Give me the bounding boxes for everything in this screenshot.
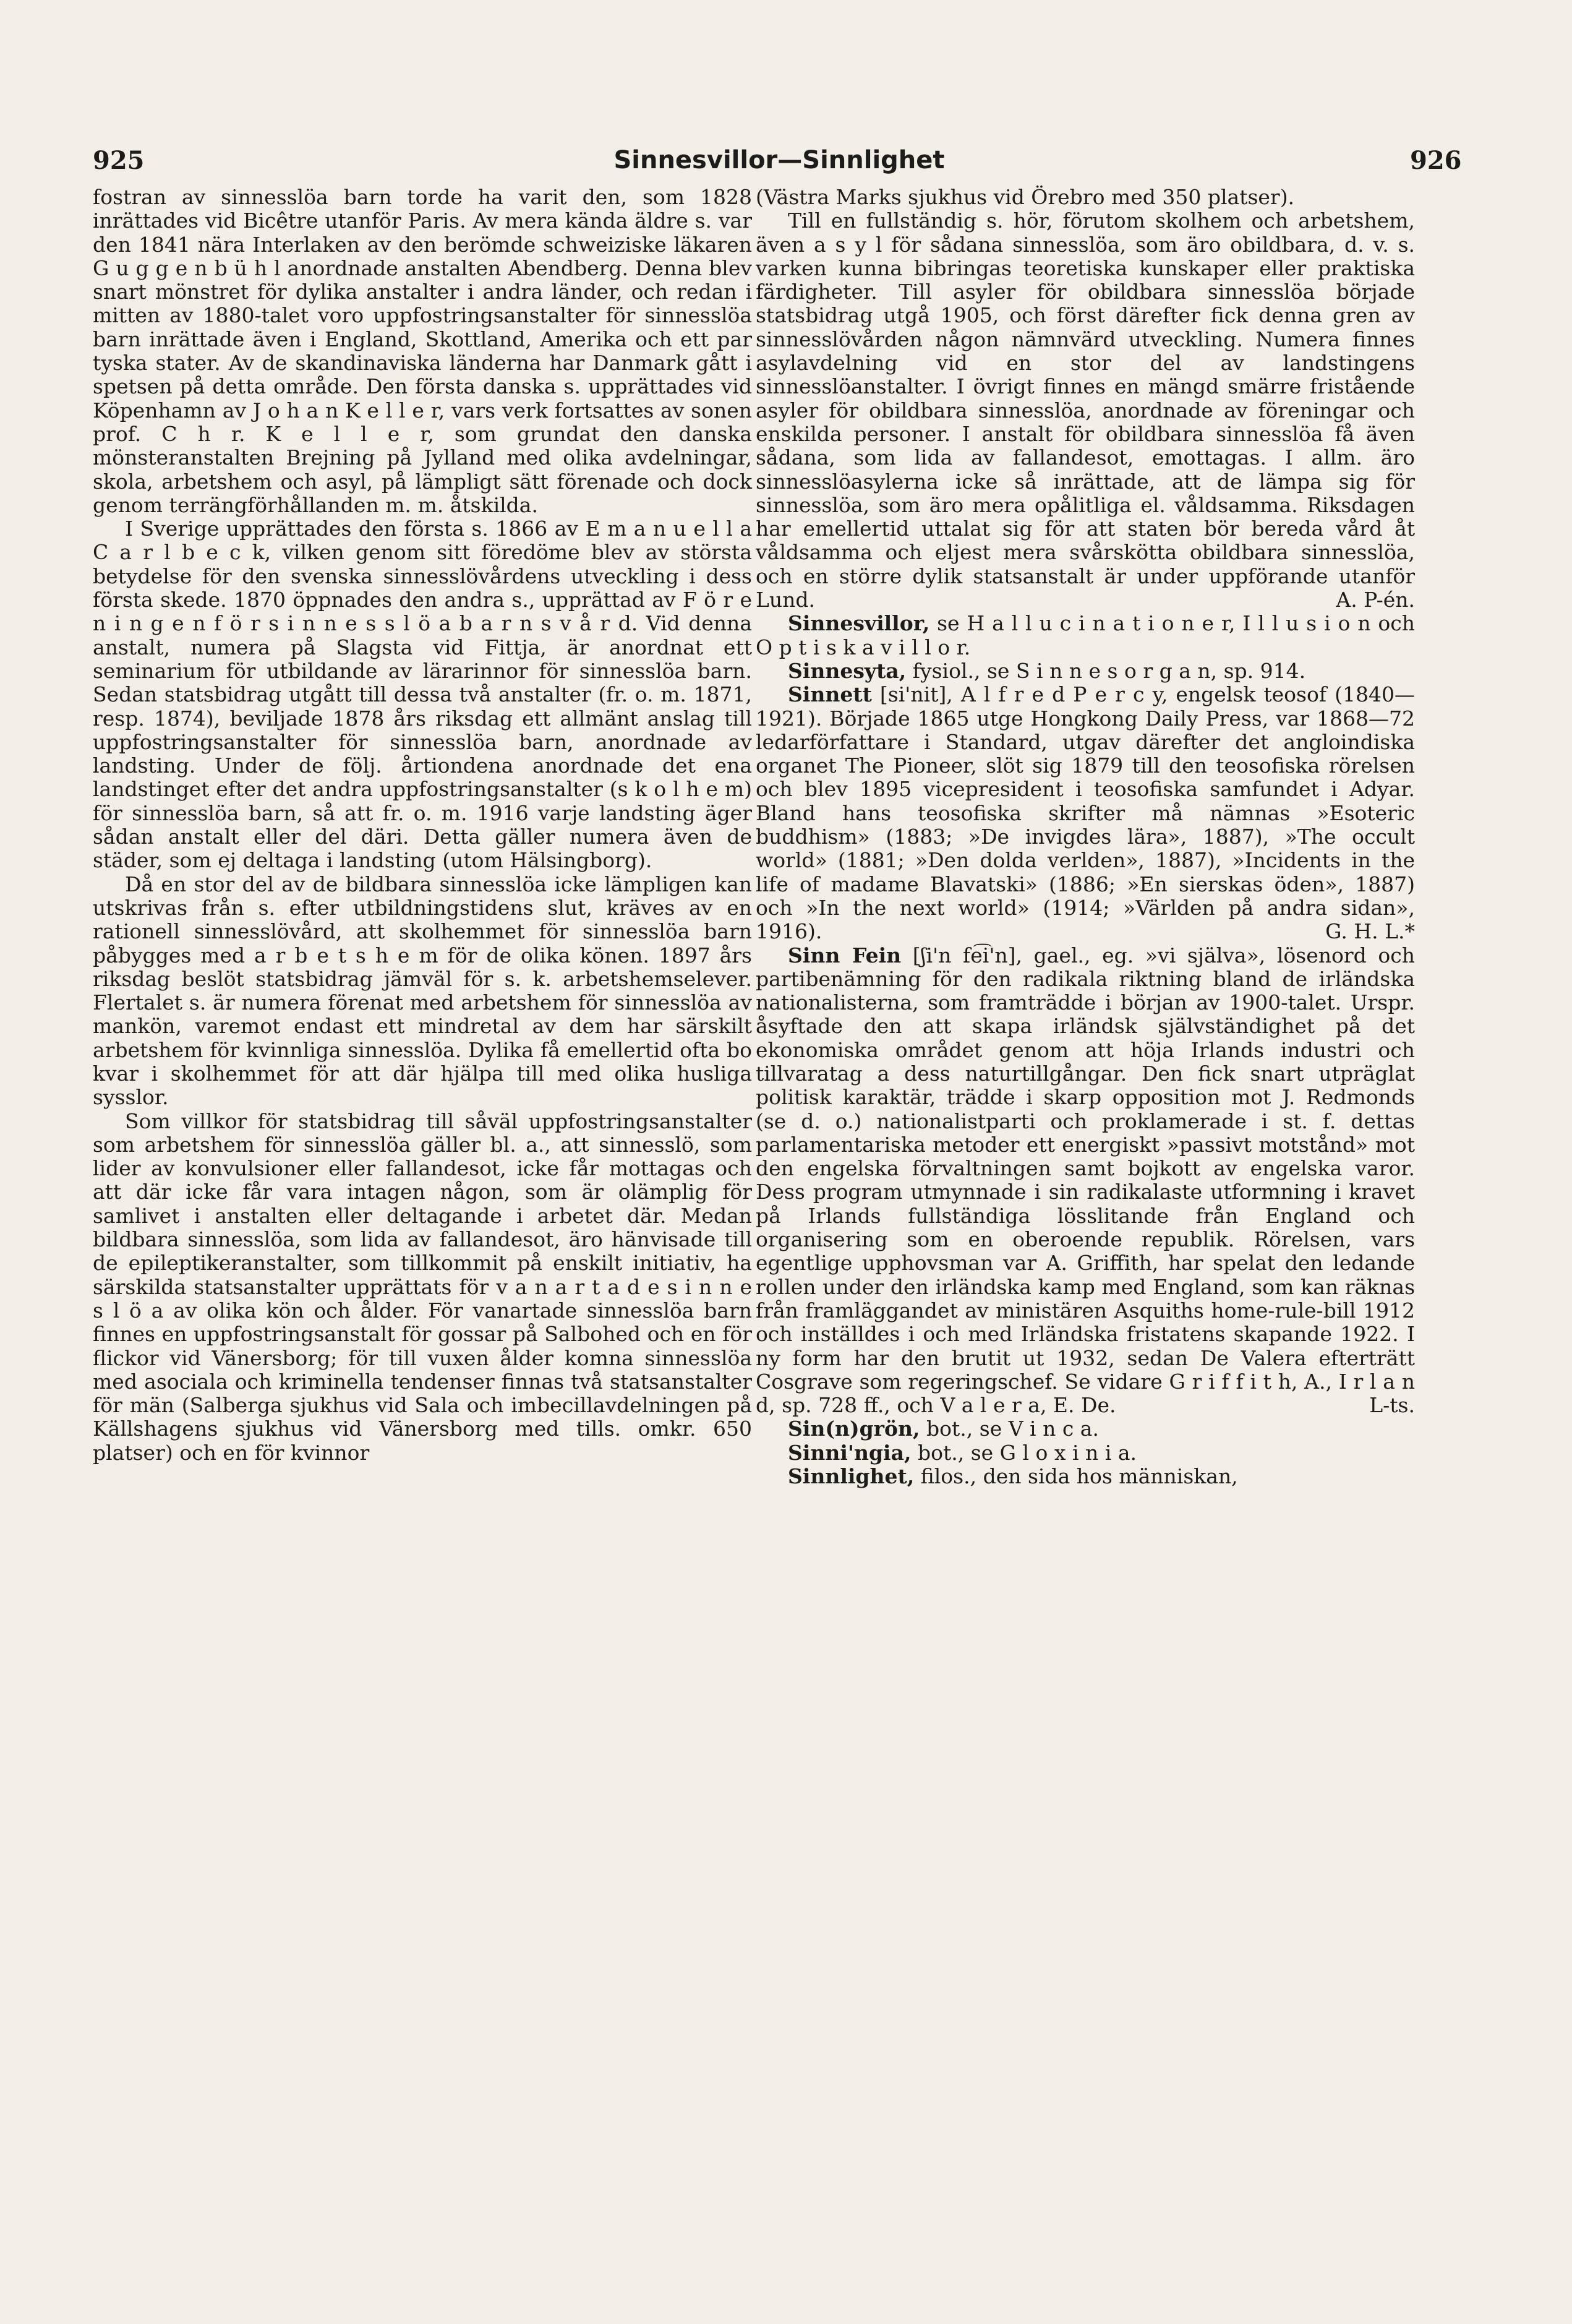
entry-text: bot., se G l o x i n i a. xyxy=(917,1440,1137,1465)
left-column xyxy=(93,186,752,1465)
entry-sinnett xyxy=(756,683,1415,943)
entry-headword: Sinnesyta, xyxy=(788,658,907,683)
entry-text: [si'nit], A l f r e d P e r c y, engelsk teosof (1840—1921). Började 1865 utge Hongkong Daily Press, var 1868—72 ledarförfattare i Standard, utgav därefter det angloindiska organet The Pioneer, slöt sig 1879 till den teosofiska rörelsen och blev 1895 vicepresident i teosofiska samfundet i Adyar. Bland hans teosofiska skrifter må nämnas »Esoteric buddhism» (1883; »De invigdes lära», 1887), »The occult world» (1881; »Den dolda verlden», 1887), »Incidents in the life of madame Blavatski» (1886; »En sierskas öden», 1887) och »In the next world» (1914; »Världen på andra sidan», 1916). xyxy=(756,682,1415,944)
paragraph: Som villkor för statsbidrag till såväl uppfostringsanstalter som arbetshem för sinnesslöa gäller bl. a., att sinnesslö, som lider av konvulsioner eller fallandesot, icke får mottagas och att där icke får vara intagen någon, som är olämplig för samlivet i anstalten eller deltagande i arbetet där. Medan bildbara sinnesslöa, som lida av fallandesot, äro hänvisade till de epileptikeranstalter, som tillkommit på enskilt initiativ, ha särskilda statsanstalter upprättats för v a n a r t a d e s i n n e s l ö a av olika kön och ålder. För vanartade sinnesslöa barn finnes en uppfostringsanstalt för gossar på Salbohed och en för flickor vid Vänersborg; för till vuxen ålder komna sinnesslöa med asociala och kriminella tendenser finnas två statsanstalter för män (Salberga sjukhus vid Sala och imbecillavdelningen på Källshagens sjukhus vid Vänersborg med tills. omkr. 650 platser) och en för kvinnor xyxy=(93,1108,752,1465)
paragraph-continued: (Västra Marks sjukhus vid Örebro med 350 platser). xyxy=(756,185,1295,209)
page-number-left: 925 xyxy=(93,146,145,175)
author-signature: G. H. L.* xyxy=(1325,919,1415,944)
right-column xyxy=(756,186,1415,1488)
entry-text: bot., se V i n c a. xyxy=(926,1417,1099,1441)
paragraph xyxy=(756,209,1415,612)
entry-sinnlighet xyxy=(756,1465,1415,1488)
paragraph-text: Till en fullständig s. hör, förutom skolhem och arbetshem, även a s y l för sådana sinnesslöa, som äro obildbara, d. v. s. varken kunna bibringas teoretiska kunskaper eller praktiska färdigheter. Till asyler för obildbara sinnesslöa började statsbidrag utgå 1905, och först därefter fick denna gren av sinnesslövården någon nämnvärd utveckling. Numera finnes asylavdelning vid en stor del av landstingens sinnesslöanstalter. I övrigt finnes en mängd smärre fristående asyler för obildbara sinnesslöa, anordnade av föreningar och enskilda personer. I anstalt för obildbara sinnesslöa få även sådana, som lida av fallandesot, emottagas. I allm. äro sinnesslöasylerna icke så inrättade, att de lämpa sig för sinnesslöa, som äro mera opålitliga el. våldsamma. Riksdagen har emellertid uttalat sig för att staten bör bereda vård åt våldsamma och eljest mera svårskötta obildbara sinnesslöa, och en större dylik statsanstalt är under uppförande utanför Lund. xyxy=(756,208,1415,612)
entry-text: se H a l l u c i n a t i o n e r, I l l u s i o n och O p t i s k a v i l l o r. xyxy=(756,611,1415,659)
entry-sinningia xyxy=(756,1441,1415,1465)
entry-sinnesvillor xyxy=(756,612,1415,659)
author-signature: L-ts. xyxy=(1369,1393,1415,1418)
paragraph: Då en stor del av de bildbara sinnesslöa icke lämpligen kan utskrivas från s. efter utbildningstidens slut, kräves av en rationell sinnesslövård, att skolhemmet för sinnesslöa barn påbygges med a r b e t s h e m för de olika könen. 1897 års riksdag beslöt statsbidrag jämväl för s. k. arbetshemselever. Flertalet s. är numera förenat med arbetshem för sinnesslöa av mankön, varemot endast ett mindretal av dem har särskilt arbetshem för kvinnliga sinnesslöa. Dylika få emellertid ofta bo kvar i skolhemmet för att där hjälpa till med olika husliga sysslor. xyxy=(93,872,752,1110)
entry-text: filos., den sida hos människan, xyxy=(920,1464,1238,1489)
paragraph: fostran av sinnesslöa barn torde ha varit den, som 1828 inrättades vid Bicêtre utanför Paris. Av mera kända äldre s. var den 1841 nära Interlaken av den berömde schweiziske läkaren G u g g e n b ü h l anordnade anstalten Abendberg. Denna blev snart mönstret för dylika anstalter i andra länder, och redan i mitten av 1880-talet voro uppfostringsanstalter för sinnesslöa barn inrättade även i England, Skottland, Amerika och ett par tyska stater. Av de skandinaviska länderna har Danmark gått i spetsen på detta område. Den första danska s. upprättades vid Köpenhamn av J o h a n K e l l e r, vars verk fortsattes av sonen prof. C h r. K e l l e r, som grundat den danska mönsteranstalten Brejning på Jylland med olika avdelningar, skola, arbetshem och asyl, på lämpligt sätt förenade och dock genom terrängförhållanden m. m. åtskilda. xyxy=(93,185,752,517)
entry-headword: Sinni'ngia, xyxy=(788,1440,912,1465)
entry-headword: Sinnlighet, xyxy=(788,1464,915,1489)
entry-headword: Sinn Fein xyxy=(788,943,902,967)
entry-text: fysiol., se S i n n e s o r g a n, sp. 914. xyxy=(912,658,1306,683)
entry-headword: Sin(n)grön, xyxy=(788,1417,920,1441)
running-title: Sinnesvillor—Sinnlighet xyxy=(613,146,945,174)
paragraph: I Sverige upprättades den första s. 1866 av E m a n u e l l a C a r l b e c k, vilken genom sitt föredöme blev av största betydelse för den svenska sinnesslövårdens utveckling i dess första skede. 1870 öppnades den andra s., upprättad av F ö r e n i n g e n f ö r s i n n e s s l ö a b a r n s v å r d. Vid denna anstalt, numera på Slagsta vid Fittja, är anordnat ett seminarium för utbildande av lärarinnor för sinnesslöa barn. Sedan statsbidrag utgått till dessa två anstalter (fr. o. m. 1871, resp. 1874), beviljade 1878 års riksdag ett allmänt anslag till uppfostringsanstalter för sinnesslöa barn, anordnade av landsting. Under de följ. årtiondena anordnade det ena landstinget efter det andra uppfostringsanstalter (s k o l h e m) för sinnesslöa barn, så att fr. o. m. 1916 varje landsting äger sådan anstalt eller del däri. Detta gäller numera även de städer, som ej deltaga i landsting (utom Hälsingborg). xyxy=(93,517,752,873)
author-signature: A. P-én. xyxy=(1336,588,1415,612)
entry-sinnesyta xyxy=(756,659,1415,683)
page-number-right: 926 xyxy=(1410,146,1462,175)
entry-headword: Sinnett xyxy=(788,682,872,707)
entry-text: [ʃi'n fe͡i'n], gael., eg. »vi själva», lösenord och partibenämning för den radikala riktning bland de irländska nationalisterna, som framträdde i början av 1900-talet. Urspr. åsyftade den att skapa irländsk självständighet på det ekonomiska området genom att höja Irlands industri och tillvaratag a dess naturtillgångar. Den fick snart utpräglat politisk karaktär, trädde i skarp opposition mot J. Redmonds (se d. o.) nationalistparti och proklamerade i st. f. dettas parlamentariska metoder ett energiskt »passivt motstånd» mot den engelska förvaltningen samt bojkott av engelska varor. Dess program utmynnade i sin radikalaste utformning i kravet på Irlands fullständiga lösslitande från England och organisering som en oberoende republik. Rörelsen, vars egentlige upphovsman var A. Griffith, har spelat den ledande rollen under den irländska kamp med England, som kan räknas från framläggandet av ministären Asquiths home-rule-bill 1912 och inställdes i och med Irländska fristatens skapande 1922. I ny form har den brutit ut 1932, sedan De Valera efterträtt Cosgrave som regeringschef. Se vidare G r i f f i t h, A., I r l a n d, sp. 728 ff., och V a l e r a, E. De. xyxy=(756,943,1415,1418)
entry-headword: Sinnesvillor, xyxy=(788,611,930,636)
entry-singron xyxy=(756,1417,1415,1441)
entry-sinn-fein xyxy=(756,944,1415,1418)
